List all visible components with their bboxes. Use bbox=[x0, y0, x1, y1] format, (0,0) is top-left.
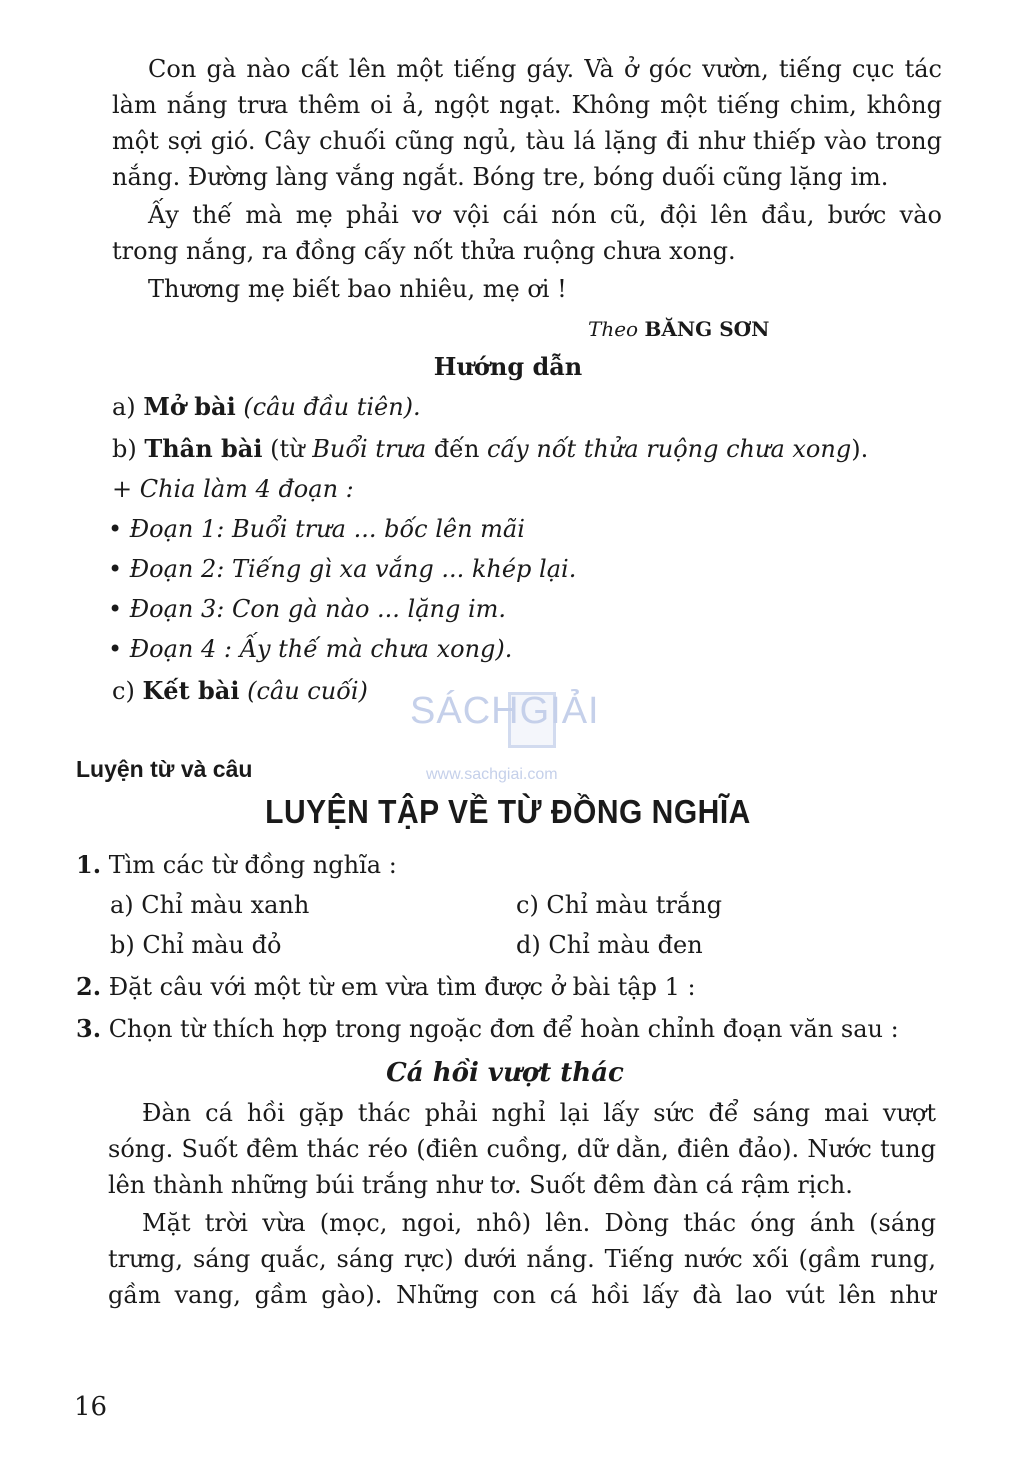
guide-a-rest: (câu đầu tiên). bbox=[235, 393, 421, 421]
exercise-3-number: 3. bbox=[76, 1014, 102, 1043]
guide-bullet: • Đoạn 2: Tiếng gì xa vắng ... khép lại. bbox=[108, 555, 577, 583]
story-line: Mặt trời vừa (mọc, ngoi, nhô) lên. Dòng thác óng ánh (sáng bbox=[142, 1209, 936, 1237]
guide-c-prefix: c) bbox=[112, 677, 143, 705]
source-prefix: Theo bbox=[588, 317, 639, 341]
exercise-1 bbox=[76, 848, 397, 882]
guide-a-prefix: a) bbox=[112, 393, 144, 421]
exercise-1-number: 1. bbox=[76, 850, 102, 879]
story-line: trưng, sáng quắc, sáng rực) dưới nắng. Tiếng nước xối (gầm rung, bbox=[108, 1245, 936, 1273]
source-author: BĂNG SƠN bbox=[644, 317, 770, 341]
exercise-option-c: c) Chỉ màu trắng bbox=[516, 891, 722, 919]
story-line: gầm vang, gầm gào). Những con cá hồi lấy đà lao vút lên như bbox=[108, 1281, 936, 1309]
guide-bullet: • Đoạn 3: Con gà nào ... lặng im. bbox=[108, 595, 507, 623]
story-title: Cá hồi vượt thác bbox=[386, 1058, 624, 1088]
watermark-logo-text: SÁCHGIẢI bbox=[410, 690, 600, 732]
exercise-option-a: a) Chỉ màu xanh bbox=[110, 891, 310, 919]
story-line: sóng. Suốt đêm thác réo (điên cuồng, dữ dằn, điên đảo). Nước tung bbox=[108, 1135, 936, 1163]
passage-line: Con gà nào cất lên một tiếng gáy. Và ở góc vườn, tiếng cục tác bbox=[148, 55, 942, 83]
guide-a-bold: Mở bài bbox=[143, 392, 236, 421]
passage-line: Thương mẹ biết bao nhiêu, mẹ ơi ! bbox=[148, 275, 567, 303]
guide-bullet: • Đoạn 1: Buổi trưa ... bốc lên mãi bbox=[108, 515, 525, 543]
source-attribution bbox=[588, 312, 769, 346]
exercise-2-text: Đặt câu với một từ em vừa tìm được ở bài tập 1 : bbox=[101, 973, 696, 1001]
story-line: Đàn cá hồi gặp thác phải nghỉ lại lấy sức để sáng mai vượt bbox=[142, 1099, 936, 1127]
exercise-option-d: d) Chỉ màu đen bbox=[516, 931, 703, 959]
exercise-option-b: b) Chỉ màu đỏ bbox=[110, 931, 282, 959]
passage-line: trong nắng, ra đồng cấy nốt thửa ruộng chưa xong. bbox=[112, 237, 736, 265]
guide-bullet: • Đoạn 4 : Ấy thế mà chưa xong). bbox=[108, 635, 513, 663]
exercise-1-text: Tìm các từ đồng nghĩa : bbox=[101, 851, 397, 879]
story-line: lên thành những búi trắng như tơ. Suốt đêm đàn cá rậm rịch. bbox=[108, 1171, 853, 1199]
exercise-2 bbox=[76, 970, 696, 1004]
guide-b-open: (từ bbox=[262, 435, 313, 463]
guide-b-mid: đến bbox=[426, 435, 488, 463]
guide-c-rest: (câu cuối) bbox=[239, 677, 368, 705]
guide-split: + Chia làm 4 đoạn : bbox=[112, 475, 354, 503]
passage-line: nắng. Đường làng vắng ngắt. Bóng tre, bóng duối cũng lặng im. bbox=[112, 163, 889, 191]
guide-item-b bbox=[112, 432, 868, 466]
guide-b-bold: Thân bài bbox=[144, 434, 263, 463]
guide-title: Hướng dẫn bbox=[433, 352, 583, 381]
guide-item-a bbox=[112, 390, 421, 424]
passage-line: làm nắng trưa thêm oi ả, ngột ngạt. Không một tiếng chim, không bbox=[112, 91, 942, 119]
exercise-3-text: Chọn từ thích hợp trong ngoặc đơn để hoàn chỉnh đoạn văn sau : bbox=[101, 1015, 899, 1043]
page-number: 16 bbox=[74, 1392, 108, 1422]
section-title: LUYỆN TẬP VỀ TỪ ĐỒNG NGHĨA bbox=[265, 794, 751, 831]
guide-item-c bbox=[112, 674, 368, 708]
section-label: Luyện từ và câu bbox=[76, 756, 253, 782]
passage-line: Ấy thế mà mẹ phải vơ vội cái nón cũ, đội lên đầu, bước vào bbox=[148, 201, 942, 229]
watermark-logo bbox=[410, 690, 620, 750]
guide-c-bold: Kết bài bbox=[142, 676, 240, 705]
guide-b-prefix: b) bbox=[112, 435, 145, 463]
guide-b-close: ). bbox=[851, 435, 869, 463]
exercise-3 bbox=[76, 1012, 899, 1046]
watermark-url: www.sachgiai.com bbox=[426, 766, 558, 783]
guide-b-italic-1: Buổi trưa bbox=[312, 435, 427, 463]
guide-b-italic-2: cấy nốt thửa ruộng chưa xong bbox=[487, 435, 852, 463]
passage-line: một sợi gió. Cây chuối cũng ngủ, tàu lá lặng đi như thiếp vào trong bbox=[112, 127, 942, 155]
exercise-2-number: 2. bbox=[76, 972, 102, 1001]
